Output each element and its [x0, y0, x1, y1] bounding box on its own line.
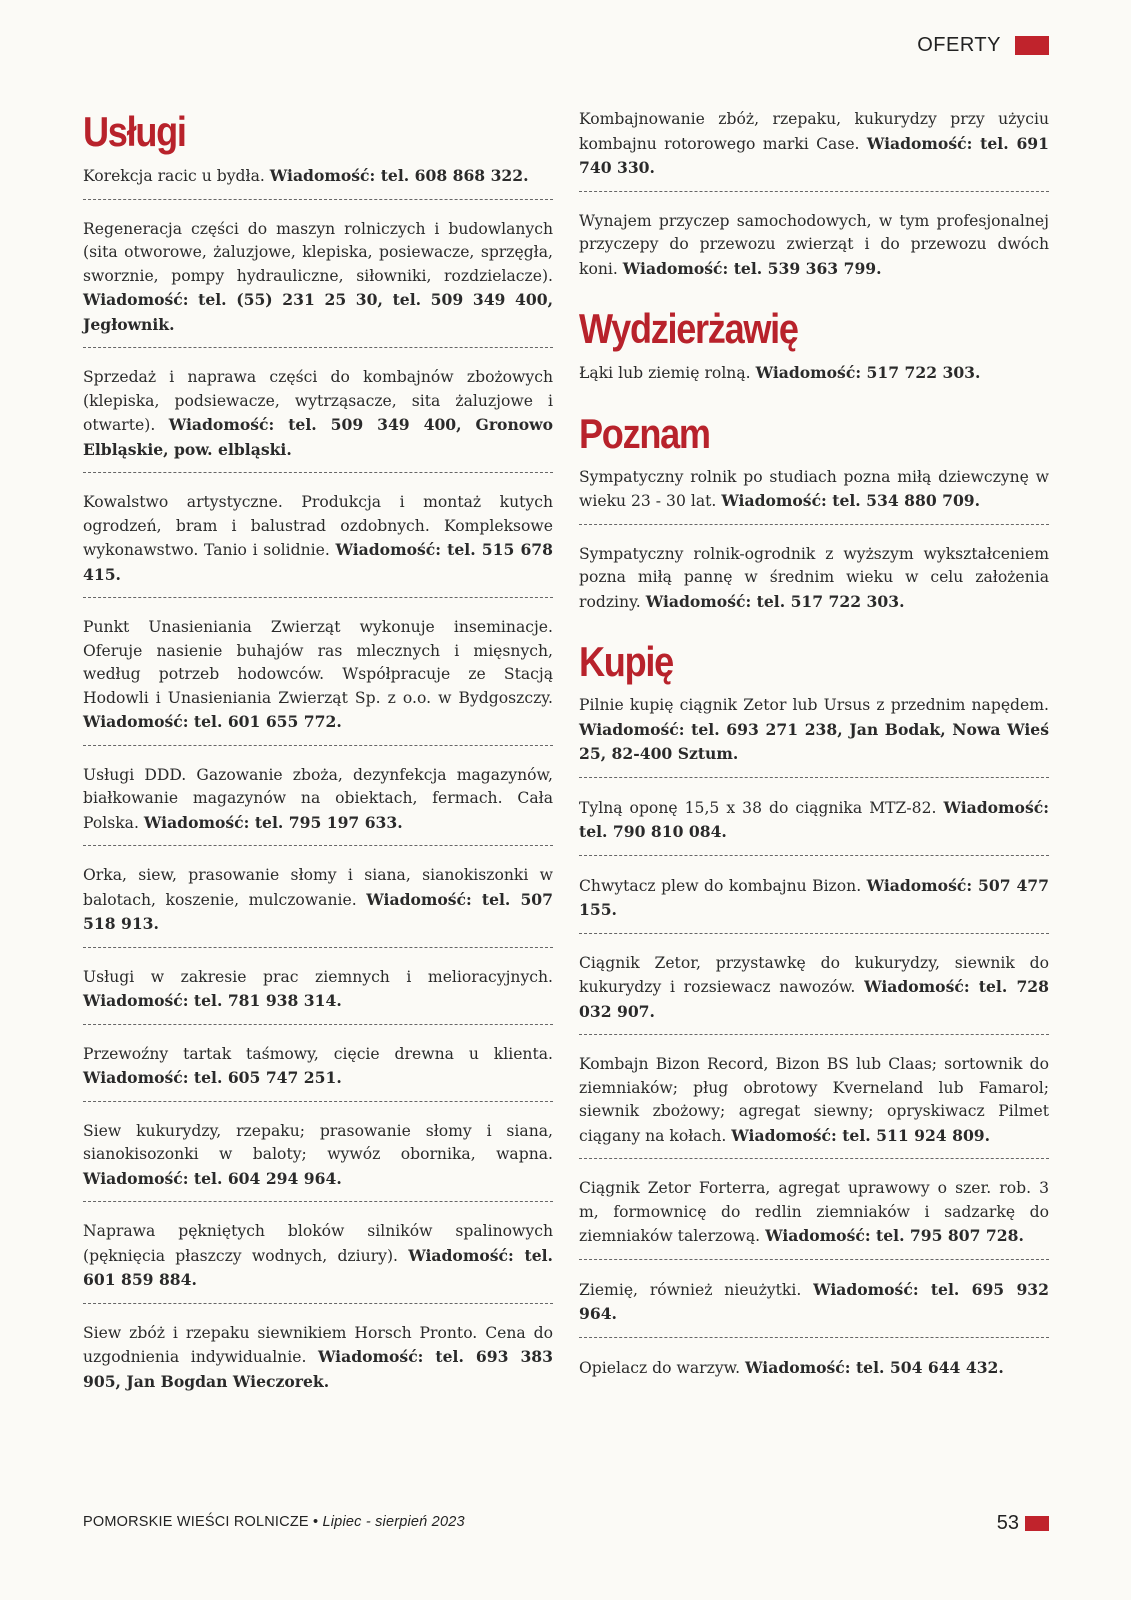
ad-body — [579, 1278, 1049, 1327]
ad-text: Łąki lub ziemię rolną. — [579, 364, 756, 382]
ad-text: Tylną oponę 15,5 x 38 do ciągnika MTZ-82. — [579, 798, 944, 817]
ad-body — [579, 361, 1049, 386]
ad-body — [579, 466, 1049, 514]
classified-ad — [579, 543, 1049, 615]
ad-text: Opielacz do warzyw. — [579, 1358, 746, 1377]
classified-ad — [83, 864, 553, 937]
ad-contact: Wiadomość: tel. 601 655 772. — [83, 712, 342, 731]
classified-ad — [83, 764, 553, 836]
ad-body — [579, 952, 1049, 1025]
dashed-separator — [83, 472, 553, 473]
ad-list — [579, 694, 1049, 1380]
ad-text: Kombajn Bizon Record, Bizon BS lub Claas; sortownik do ziemniaków; pług obrotowy Kverneland lub Famarol; siewnik zbożowy; agregat siewny; opryskiwacz Pilmet ciągany na kołach. — [579, 1055, 1049, 1145]
classified-ad — [579, 874, 1049, 923]
classified-ad — [579, 796, 1049, 845]
ad-body — [579, 210, 1049, 282]
dashed-separator — [83, 199, 553, 200]
ad-body — [83, 1220, 553, 1293]
ad-text: Ciągnik Zetor Forterra, agregat uprawowy o szer. rob. 3 m, formownicę do redlin ziemniaków i sadzarkę do ziemniaków talerzową. — [579, 1179, 1049, 1245]
section-title-poznam: Poznam — [579, 409, 710, 457]
ad-contact: Wiadomość: tel. 605 747 251. — [83, 1068, 342, 1087]
ad-text: Siew zbóż i rzepaku siewnikiem Horsch Pronto. Cena do uzgodnienia indywidualnie. — [83, 1323, 553, 1366]
section-label: OFERTY — [917, 34, 1001, 56]
classified-ad — [579, 210, 1049, 282]
ad-contact: Wiadomość: tel. 539 363 799. — [622, 258, 882, 278]
ad-body — [83, 966, 553, 1014]
ad-contact: Wiadomość: 517 722 303. — [755, 363, 981, 382]
dashed-separator — [83, 1201, 553, 1202]
header-accent-block — [1015, 36, 1049, 55]
ad-text: Punkt Unasieniania Zwierząt wykonuje inseminacje. Oferuje nasienie buhajów ras mlecznych i mięsnych, według potrzeb hodowców. Współpracuje ze Stacją Hodowli i Unasieniania Zwierząt Sp. z o.o. w Bydgoszczy. — [83, 618, 553, 707]
dashed-separator — [579, 524, 1049, 525]
ad-contact: Wiadomość: tel. 534 880 709. — [721, 491, 981, 510]
section-title-kupie: Kupię — [579, 638, 673, 685]
classified-ad — [83, 218, 553, 338]
dashed-separator — [579, 933, 1049, 934]
ad-body — [83, 1322, 553, 1395]
ad-contact: Wiadomość: tel. 608 868 322. — [269, 166, 529, 185]
classified-ad — [579, 1356, 1049, 1381]
ad-text: Siew kukurydzy, rzepaku; prasowanie słomy i siana, sianokisozonki w baloty; wywóz obornika, wapna. — [83, 1121, 553, 1163]
classified-ad — [579, 466, 1049, 514]
classified-ad — [579, 694, 1049, 767]
ad-contact: Wiadomość: tel. 691 740 330. — [579, 133, 1050, 177]
ad-contact: Wiadomość: tel. 728 032 907. — [579, 977, 1049, 1021]
dashed-separator — [83, 745, 553, 746]
classified-ad — [83, 1043, 553, 1091]
ad-text: Korekcja racic u bydła. — [83, 167, 270, 185]
classified-ad — [83, 616, 553, 735]
ad-contact: Wiadomość: tel. (55) 231 25 30, tel. 509 349 400, Jegłownik. — [83, 290, 553, 334]
ad-text: Sprzedaż i naprawa części do kombajnów zbożowych (klepiska, podsiewacze, wytrząsacze, sita żaluzjowe i otwarte). — [83, 368, 553, 434]
ad-contact: Wiadomość: tel. 507 518 913. — [83, 889, 553, 933]
ad-body — [83, 218, 553, 338]
ad-text: Sympatyczny rolnik po studiach pozna miłą dziewczynę w wieku 23 - 30 lat. — [579, 467, 1049, 510]
dashed-separator — [83, 347, 553, 348]
ad-body — [579, 1356, 1049, 1381]
page-number — [997, 1512, 1049, 1535]
dashed-separator — [83, 845, 553, 846]
ad-body — [83, 1120, 553, 1192]
classified-ad — [579, 361, 1049, 386]
ad-contact: Wiadomość: tel. 795 807 728. — [765, 1226, 1024, 1245]
dashed-separator — [579, 1337, 1049, 1338]
ad-body — [579, 108, 1049, 181]
section-header — [917, 34, 1049, 57]
ad-body — [83, 366, 553, 462]
classified-ad — [83, 1120, 553, 1192]
ad-body — [579, 543, 1049, 615]
classified-ad — [83, 366, 553, 462]
ad-contact: Wiadomość: tel. 601 859 884. — [83, 1245, 553, 1289]
section-title-wydzierzawie: Wydzierżawię — [579, 305, 798, 352]
classified-ad — [83, 966, 553, 1014]
dashed-separator — [83, 597, 553, 598]
ad-text: Ciągnik Zetor, przystawkę do kukurydzy, siewnik do kukurydzy i rozsiewacz nawozów. — [579, 953, 1049, 996]
ad-contact: Wiadomość: tel. 695 932 964. — [579, 1279, 1049, 1323]
ad-text: Chwytacz plew do kombajnu Bizon. — [579, 876, 867, 895]
right-column — [579, 108, 1049, 1380]
ad-body — [83, 864, 553, 937]
dashed-separator — [579, 855, 1049, 856]
ad-text: Sympatyczny rolnik-ogrodnik z wyższym wykształceniem pozna miłą pannę w średnim wieku w celu założenia rodziny. — [579, 544, 1049, 611]
ad-text: Naprawa pękniętych bloków silników spalinowych (pęknięcia płaszczy wodnych, dziury). — [83, 1222, 553, 1265]
ad-list — [579, 466, 1049, 615]
section-title-uslugi: Usługi — [83, 108, 186, 155]
classified-ad — [83, 1220, 553, 1293]
classified-ad — [579, 1053, 1049, 1148]
ad-contact: Wiadomość: tel. 795 197 633. — [143, 812, 403, 832]
ad-text: Orka, siew, prasowanie słomy i siana, sianokiszonki w balotach, koszenie, mulczowanie. — [83, 866, 553, 909]
ad-list — [579, 361, 1049, 386]
issue-date: Lipiec - sierpień 2023 — [322, 1514, 465, 1530]
ad-contact: Wiadomość: tel. 515 678 415. — [83, 540, 553, 584]
ad-contact: Wiadomość: tel. 504 644 432. — [745, 1357, 1004, 1377]
ad-body — [579, 694, 1049, 767]
ad-body — [83, 164, 553, 189]
ad-text: Usługi w zakresie prac ziemnych i melioracyjnych. — [83, 967, 553, 986]
ad-body — [579, 796, 1049, 845]
ad-text: Przewoźny tartak taśmowy, cięcie drewna u klienta. — [83, 1044, 553, 1063]
ad-contact: Wiadomość: tel. 781 938 314. — [83, 991, 342, 1010]
dashed-separator — [579, 1158, 1049, 1159]
ad-body — [83, 491, 553, 587]
ad-list — [83, 164, 553, 1394]
dashed-separator — [83, 947, 553, 948]
classified-ad — [579, 1278, 1049, 1327]
classified-ad — [579, 1177, 1049, 1249]
ad-text: Usługi DDD. Gazowanie zboża, dezynfekcja magazynów, białkowanie magazynów na obiektach, fermach. Cała Polska. — [83, 765, 553, 832]
publication-name: POMORSKIE WIEŚCI ROLNICZE • — [83, 1514, 319, 1530]
ad-body — [579, 1053, 1049, 1148]
ad-list — [579, 108, 1049, 281]
ad-body — [83, 764, 553, 836]
ad-body — [83, 616, 553, 735]
dashed-separator — [83, 1101, 553, 1102]
ad-text: Pilnie kupię ciągnik Zetor lub Ursus z przednim napędem. — [579, 696, 1049, 714]
ad-contact: Wiadomość: 507 477 155. — [579, 875, 1050, 919]
dashed-separator — [83, 1303, 553, 1304]
dashed-separator — [579, 1259, 1049, 1260]
classified-ad — [83, 164, 553, 189]
ad-body — [579, 874, 1049, 923]
ad-text: Kowalstwo artystyczne. Produkcja i montaż kutych ogrodzeń, bram i balustrad ozdobnych. Kompleksowe wykonawstwo. Tanio i solidnie. — [83, 493, 553, 559]
ad-contact: Wiadomość: tel. 517 722 303. — [645, 591, 905, 611]
ad-body — [83, 1043, 553, 1091]
classified-ad — [579, 108, 1049, 181]
dashed-separator — [83, 1024, 553, 1025]
ad-contact: Wiadomość: tel. 604 294 964. — [83, 1168, 342, 1188]
classified-ad — [83, 491, 553, 587]
ad-contact: Wiadomość: tel. 790 810 084. — [579, 797, 1049, 841]
ad-contact: Wiadomość: tel. 693 271 238, Jan Bodak, Nowa Wieś 25, 82-400 Sztum. — [579, 719, 1049, 763]
ad-contact: Wiadomość: tel. 509 349 400, Gronowo Elbląskie, pow. elbląski. — [83, 415, 554, 459]
ad-contact: Wiadomość: tel. 511 924 809. — [731, 1125, 991, 1145]
footer — [83, 1514, 465, 1530]
left-column — [83, 108, 553, 1394]
dashed-separator — [579, 1034, 1049, 1035]
dashed-separator — [579, 191, 1049, 192]
ad-text: Regeneracja części do maszyn rolniczych i budowlanych (sita otworowe, żaluzjowe, klepiska, posiewacze, sprzęgła, sworznie, pompy hydrauliczne, siłowniki, rozdzielacze). — [83, 219, 553, 285]
ad-text: Wynajem przyczep samochodowych, w tym profesjonalnej przyczepy do przewozu zwierząt i do przewozu dwóch koni. — [579, 211, 1049, 278]
page-number-text: 53 — [996, 1512, 1019, 1534]
ad-body — [579, 1177, 1049, 1249]
ad-contact: Wiadomość: tel. 693 383 905, Jan Bogdan Wieczorek. — [83, 1347, 554, 1391]
classified-ad — [579, 952, 1049, 1025]
dashed-separator — [579, 777, 1049, 778]
ad-text: Ziemię, również nieużytki. — [579, 1280, 814, 1299]
ad-text: Kombajnowanie zbóż, rzepaku, kukurydzy przy użyciu kombajnu rotorowego marki Case. — [579, 110, 1049, 153]
page-number-accent-block — [1025, 1516, 1049, 1531]
classified-ad — [83, 1322, 553, 1395]
